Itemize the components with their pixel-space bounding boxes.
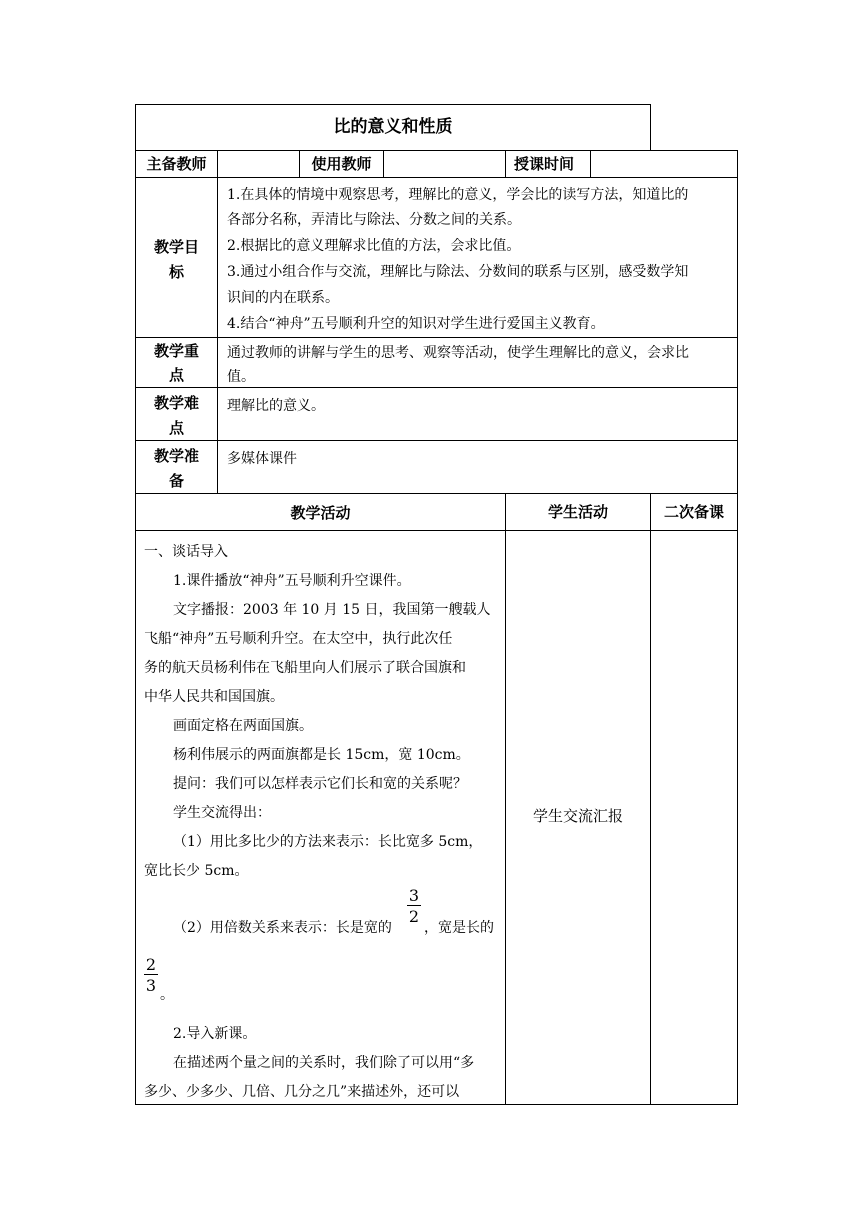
- goal-line: 识间的内在联系。: [227, 290, 339, 306]
- goal-line: 4.结合“神舟”五号顺利升空的知识对学生进行爱国主义教育。: [227, 316, 605, 332]
- activity-line: 学生交流得出：: [173, 805, 271, 821]
- table-line: [135, 1104, 738, 1105]
- table-line: [135, 337, 738, 338]
- key-points-label: 教学重: [153, 342, 199, 360]
- activity-line: 1.课件播放“神舟”五号顺利升空课件。: [173, 573, 411, 589]
- table-line: [217, 150, 218, 494]
- page-title: 比的意义和性质: [333, 117, 453, 137]
- preparation-label: 教学准: [153, 447, 199, 465]
- secondary-prep-header: 二次备课: [663, 503, 724, 521]
- activity-line: （2）用倍数关系来表示：长是宽的: [173, 920, 392, 936]
- fraction-numerator: 3: [408, 886, 420, 905]
- table-line: [505, 493, 506, 1105]
- goal-line: 1.在具体的情境中观察思考，理解比的意义，学会比的读写方法，知道比的: [227, 187, 689, 203]
- table-line: [505, 150, 506, 178]
- goal-line: 各部分名称，弄清比与除法、分数之间的关系。: [227, 212, 521, 228]
- activity-line: 文字播报：2003 年 10 月 15 日，我国第一艘载人: [173, 602, 491, 618]
- activity-line: 。: [160, 987, 174, 1003]
- activity-line: 画面定格在两面国旗。: [173, 718, 313, 734]
- teaching-activity-header: 教学活动: [290, 504, 351, 522]
- table-line: [737, 150, 738, 1105]
- table-line: [590, 150, 591, 178]
- goals-label: 教学目: [153, 238, 199, 256]
- activity-line: 中华人民共和国国旗。: [144, 689, 284, 705]
- preparation-label: 备: [168, 472, 184, 490]
- key-points-line: 通过教师的讲解与学生的思考、观察等活动，使学生理解比的意义，会求比: [227, 345, 689, 361]
- activity-line: （1）用比多比少的方法来表示：长比宽多 5cm，: [173, 834, 483, 850]
- using-teacher-label: 使用教师: [311, 155, 372, 173]
- activity-line: 在描述两个量之间的关系时，我们除了可以用“多: [173, 1055, 475, 1071]
- student-activity-text: 学生交流汇报: [532, 807, 623, 825]
- table-line: [135, 440, 738, 441]
- fraction-three-halves: [407, 888, 421, 925]
- activity-line: 务的航天员杨利伟在飞船里向人们展示了联合国旗和: [144, 660, 466, 676]
- preparation-text: 多媒体课件: [227, 451, 297, 467]
- class-time-label: 授课时间: [514, 155, 575, 173]
- difficulties-label: 点: [168, 419, 184, 437]
- activity-line: 多少、少多少、几倍、几分之几”来描述外，还可以: [144, 1084, 460, 1100]
- student-activity-header: 学生活动: [547, 503, 608, 521]
- activity-line: 杨利伟展示的两面旗都是长 15cm，宽 10cm。: [173, 747, 470, 763]
- activity-line: 2.导入新课。: [173, 1026, 257, 1042]
- table-line: [135, 530, 738, 531]
- fraction-numerator: 2: [145, 955, 157, 974]
- table-line: [135, 177, 738, 178]
- table-line: [135, 104, 651, 105]
- goals-label: 标: [168, 263, 184, 281]
- key-points-line: 值。: [227, 369, 255, 385]
- difficulties-text: 理解比的意义。: [227, 398, 325, 414]
- fraction-bar: [144, 974, 158, 975]
- table-line: [135, 387, 738, 388]
- fraction-denominator: 2: [408, 907, 420, 926]
- activity-line: 一、谈话导入: [144, 544, 228, 560]
- activity-line: ，宽是长的: [424, 920, 494, 936]
- activity-line: 宽比长少 5cm。: [144, 863, 249, 879]
- fraction-bar: [407, 905, 421, 906]
- table-line: [135, 150, 738, 151]
- difficulties-label: 教学难: [153, 394, 199, 412]
- key-points-label: 点: [168, 366, 184, 384]
- table-line: [135, 493, 738, 494]
- fraction-two-thirds: [144, 957, 158, 994]
- goal-line: 3.通过小组合作与交流，理解比与除法、分数间的联系与区别，感受数学知: [227, 264, 689, 280]
- fraction-denominator: 3: [145, 976, 157, 995]
- lead-teacher-label: 主备教师: [146, 155, 207, 173]
- activity-line: 飞船“神舟”五号顺利升空。在太空中，执行此次任: [144, 631, 453, 647]
- table-line: [650, 104, 651, 151]
- table-line: [383, 150, 384, 178]
- activity-line: 提问：我们可以怎样表示它们长和宽的关系呢？: [173, 776, 467, 792]
- table-line: [650, 493, 651, 1105]
- goal-line: 2.根据比的意义理解求比值的方法，会求比值。: [227, 238, 521, 254]
